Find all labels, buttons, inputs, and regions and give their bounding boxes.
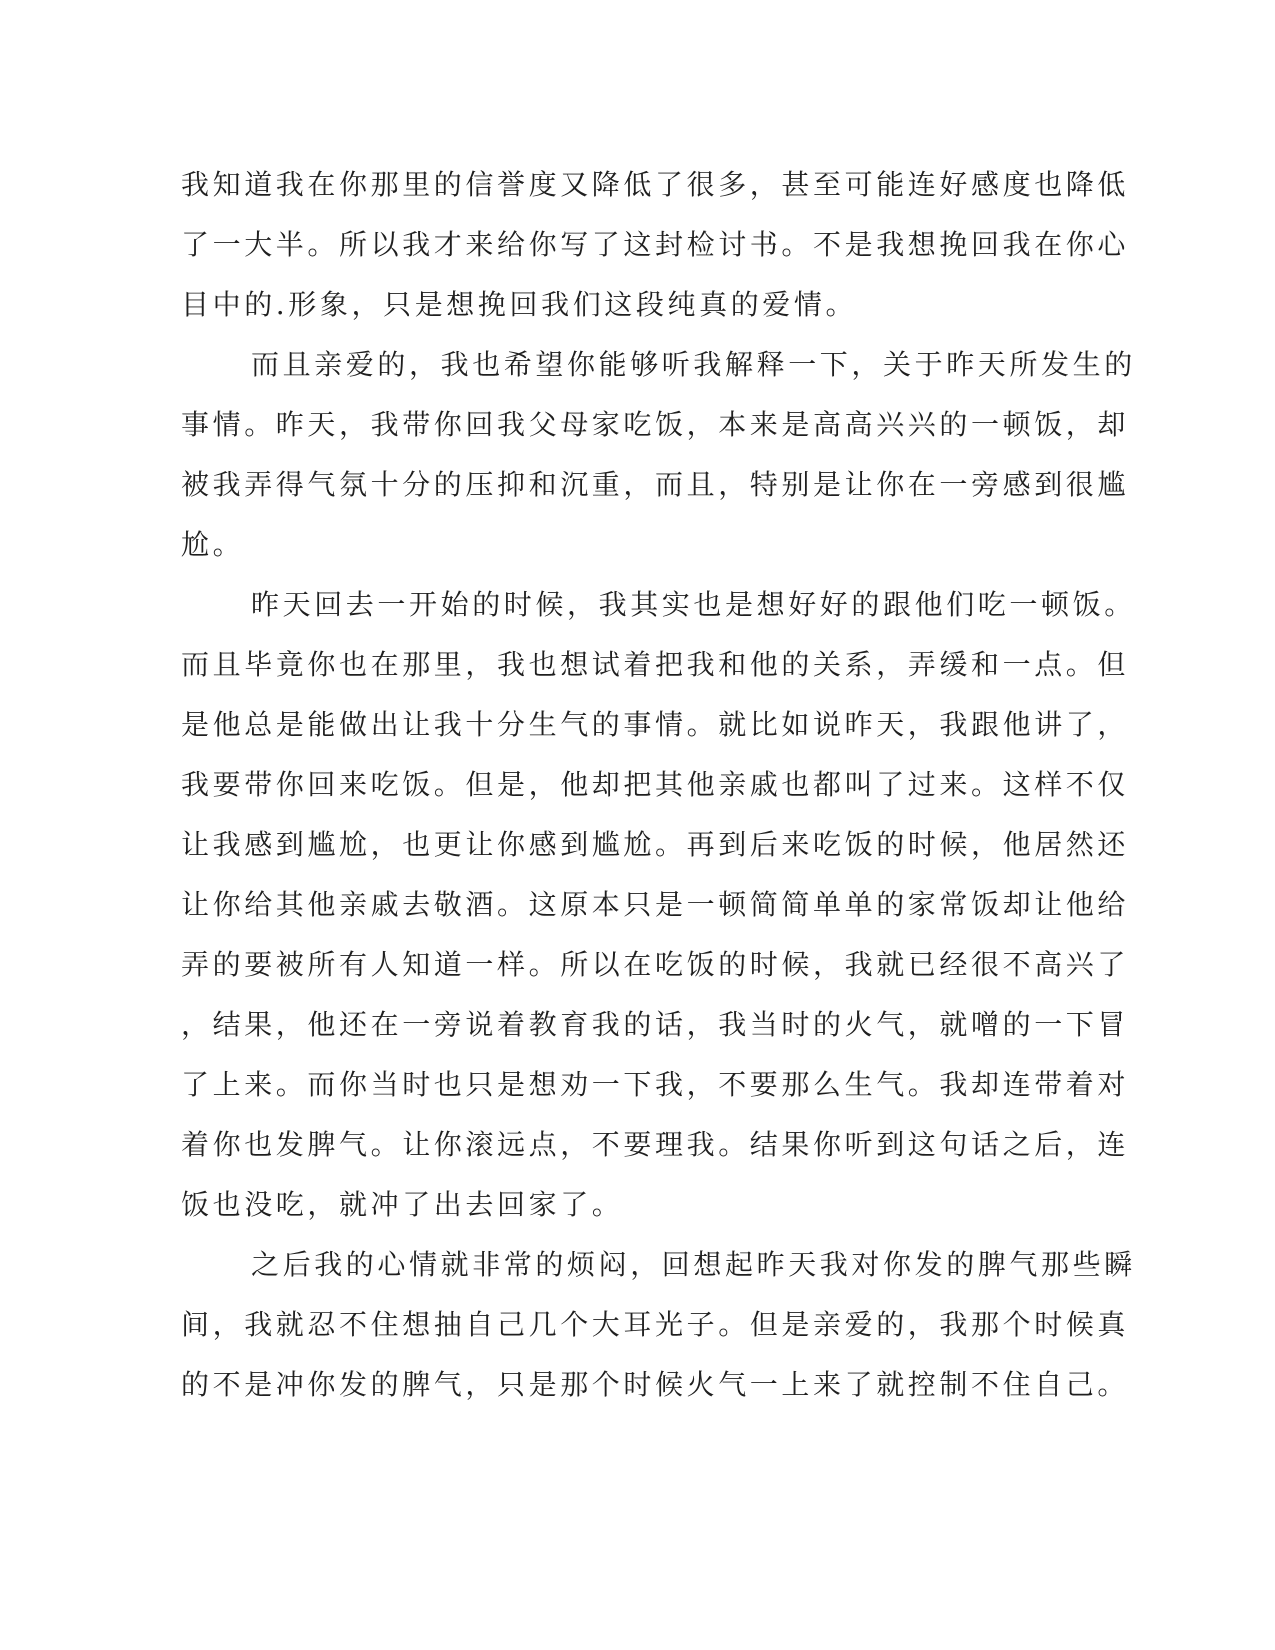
- paragraph-first-line: 昨天回去一开始的时候，我其实也是想好好的跟他们吃一顿饭。: [251, 588, 1136, 621]
- text-line: 而且毕竟你也在那里，我也想试着把我和他的关系，弄缓和一点。但: [181, 648, 1130, 681]
- text-line: 了一大半。所以我才来给你写了这封检讨书。不是我想挽回我在你心: [181, 228, 1130, 261]
- text-line: ，结果，他还在一旁说着教育我的话，我当时的火气，就噌的一下冒: [181, 1008, 1130, 1041]
- text-line: 是他总是能做出让我十分生气的事情。就比如说昨天，我跟他讲了，: [181, 708, 1130, 741]
- text-line: 被我弄得气氛十分的压抑和沉重，而且，特别是让你在一旁感到很尴: [181, 468, 1130, 501]
- text-line: 我要带你回来吃饭。但是，他却把其他亲戚也都叫了过来。这样不仅: [181, 768, 1130, 801]
- text-line: 让你给其他亲戚去敬酒。这原本只是一顿简简单单的家常饭却让他给: [181, 888, 1130, 921]
- text-line: 饭也没吃，就冲了出去回家了。: [181, 1188, 624, 1221]
- text-line: 尬。: [181, 528, 245, 561]
- paragraph-first-line: 之后我的心情就非常的烦闷，回想起昨天我对你发的脾气那些瞬: [251, 1248, 1136, 1281]
- letter-body: [181, 155, 1136, 1415]
- text-line: 事情。昨天，我带你回我父母家吃饭，本来是高高兴兴的一顿饭，却: [181, 408, 1130, 441]
- text-line: 的不是冲你发的脾气，只是那个时候火气一上来了就控制不住自己。: [181, 1368, 1130, 1401]
- text-line: 目中的.形象，只是想挽回我们这段纯真的爱情。: [181, 288, 858, 321]
- text-line: 让我感到尴尬，也更让你感到尴尬。再到后来吃饭的时候，他居然还: [181, 828, 1130, 861]
- text-line: 我知道我在你那里的信誉度又降低了很多，甚至可能连好感度也降低: [181, 168, 1130, 201]
- text-line: 了上来。而你当时也只是想劝一下我，不要那么生气。我却连带着对: [181, 1068, 1130, 1101]
- text-line: 着你也发脾气。让你滚远点，不要理我。结果你听到这句话之后，连: [181, 1128, 1130, 1161]
- text-line: 弄的要被所有人知道一样。所以在吃饭的时候，我就已经很不高兴了: [181, 948, 1130, 981]
- paragraph-first-line: 而且亲爱的，我也希望你能够听我解释一下，关于昨天所发生的: [251, 348, 1136, 381]
- text-line: 间，我就忍不住想抽自己几个大耳光子。但是亲爱的，我那个时候真: [181, 1308, 1130, 1341]
